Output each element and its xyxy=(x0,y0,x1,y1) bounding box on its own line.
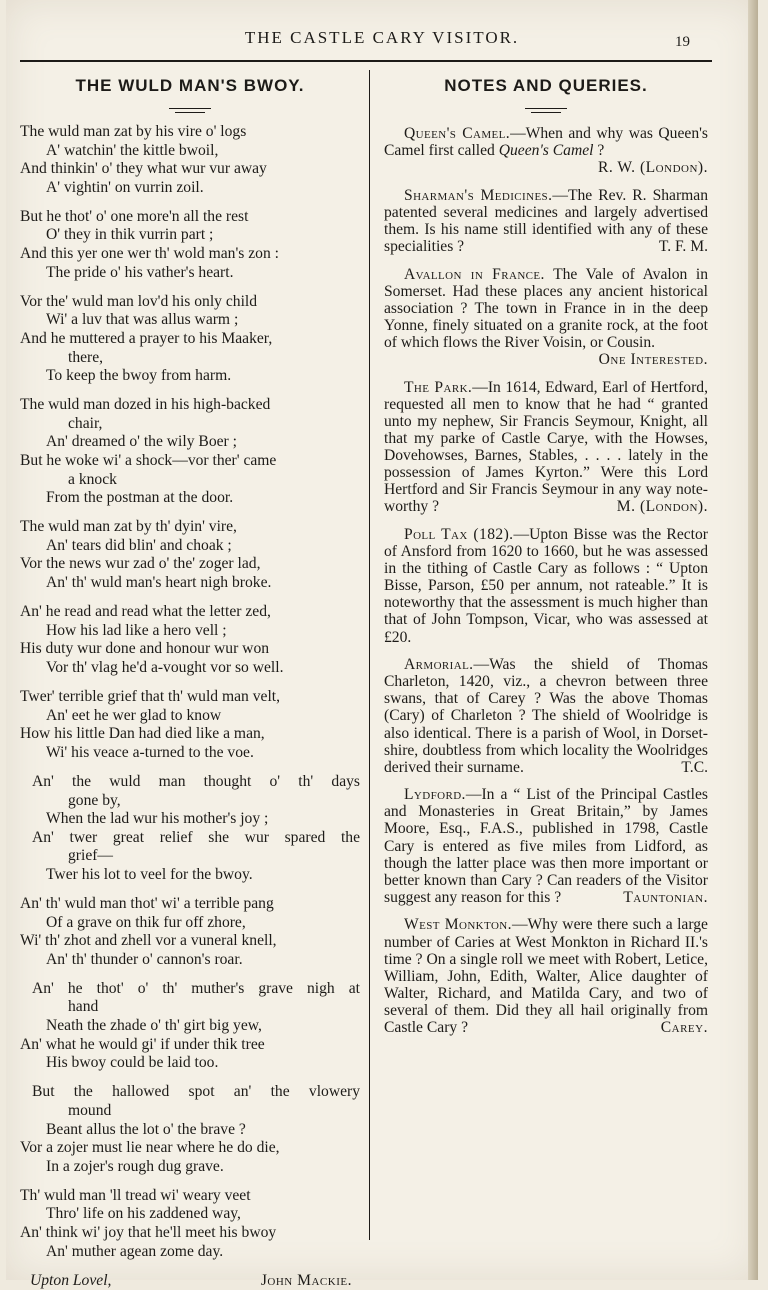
poem-line: A' watchin' the kittle bwoil, xyxy=(46,141,219,159)
poem-line: An' th' wuld man thot' wi' a terrible pang xyxy=(20,894,274,912)
note-signature: One Interested. xyxy=(598,351,708,369)
poem-stanza xyxy=(20,123,360,197)
poem-line: Vor the news wur zad o' the' zoger lad, xyxy=(20,555,261,573)
note-signature: Carey. xyxy=(660,1019,708,1036)
note-heading: Lydford. xyxy=(404,786,466,804)
poem-line: A' vightin' on vurrin zoil. xyxy=(46,178,204,196)
note-heading: Armorial. xyxy=(404,656,474,674)
note-text: —In a “ List of the Principal Castles and Monasteries in Great Britain,” by James Moore, Esq., F.A.S., published in 1798, Castle Cary is entered as five miles from Lidford, as though the latter place was then more important or better known than Cary ? Can readers of the Visitor suggest any reason for this ? xyxy=(384,786,708,906)
poem-line: An' he thot' o' th' muther's grave nigh at xyxy=(32,979,360,997)
poem-line: Th' wuld man 'll tread wi' weary veet xyxy=(20,1186,251,1204)
book-page xyxy=(6,0,758,1289)
poem-stanza xyxy=(20,1083,360,1176)
note-text: —When and why was Queen's Camel first called xyxy=(384,125,708,160)
note-signature: Tauntonian. xyxy=(623,888,708,906)
poem-column xyxy=(20,70,360,1290)
poem-line: there, xyxy=(68,348,104,366)
note-entry xyxy=(384,526,708,646)
note-text: —Was the shield of Thomas Charleton, 1420, viz., a chevron between three swans, that of Carey ? Was the above Thomas (Cary) of Charleton ? The shield of Woolridge is also identical. There is a parish of Wool, in Dorset-shire, doubtless from which locality the Woolridges derived their surname. xyxy=(384,656,708,776)
poem-line: An' what he would gi' if under thik tree xyxy=(20,1035,265,1053)
poem-line: The pride o' his vather's heart. xyxy=(46,263,234,281)
poem-stanza xyxy=(20,518,360,592)
notes-column xyxy=(384,70,708,1047)
poem-line: Vor the' wuld man lov'd his only child xyxy=(20,292,258,310)
poem-line: The wuld man dozed in his high-backed xyxy=(20,396,271,414)
note-emphasis: Queen's Camel xyxy=(498,142,594,160)
note-text: The Vale of Avalon in Somerset. Had these places any ancient historical association ? The town in France in in the deep Yonne, finely situated on a granite rock, at the foot of which flows the River Voisin, or Cousin. xyxy=(384,265,708,352)
poem-line: gone by, xyxy=(68,791,121,809)
poem-stanza xyxy=(20,688,360,762)
note-signature: T. F. M. xyxy=(658,238,708,256)
poem-line: Wi' th' zhot and zhell vor a vuneral knell, xyxy=(20,932,277,950)
note-signature: T.C. xyxy=(681,758,708,776)
poem-stanza xyxy=(20,895,360,969)
note-heading: Sharman's Medicines. xyxy=(404,186,553,204)
poem-line: grief— xyxy=(68,847,114,865)
poem-line: Wi' his veace a-turned to the voe. xyxy=(46,743,254,761)
poem-line: Thro' life on his zaddened way, xyxy=(46,1205,241,1223)
poem-line: An' eet he wer glad to know xyxy=(46,706,222,724)
title-ornament xyxy=(169,108,211,109)
poem-stanza xyxy=(20,603,360,677)
poem-stanza xyxy=(20,293,360,386)
poem-line: His duty wur done and honour wur won xyxy=(20,640,270,658)
poem-line: An' dreamed o' the wily Boer ; xyxy=(46,433,237,451)
poem-line: How his little Dan had died like a man, xyxy=(20,725,265,743)
poem-author: John Mackie. xyxy=(260,1271,352,1289)
poem-line: To keep the bwoy from harm. xyxy=(46,367,232,385)
poem-line: Neath the zhade o' th' girt big yew, xyxy=(46,1017,262,1035)
note-text: —In 1614, Edward, Earl of Hertford, requested all men to know that he had “ granted unto my nephew, Sir Francis Seymour, Knight, all that my parke of Castle Carye, with the Howses, Dovehowses, Barnes, Stables, . . . . lately in the possession of James Kyrton.” Were this Lord Hertford and Sir Francis Seymour in any way note-worthy ? xyxy=(384,378,708,516)
poem-line: An' th' wuld man's heart nigh broke. xyxy=(46,574,272,592)
poem-signature xyxy=(20,1272,360,1290)
poem-line: Beant allus the lot o' the brave ? xyxy=(46,1120,246,1138)
note-heading: Avallon in France. xyxy=(404,265,545,283)
notes-title: NOTES AND QUERIES. xyxy=(444,76,648,95)
title-ornament xyxy=(525,108,567,109)
poem-line: Twer' terrible grief that th' wuld man velt, xyxy=(20,688,281,706)
running-title: THE CASTLE CARY VISITOR. xyxy=(244,28,520,47)
note-text: ? xyxy=(593,142,605,160)
poem-line: And thinkin' o' they what wur vur away xyxy=(20,160,267,178)
poem-line: In a zojer's rough dug grave. xyxy=(46,1157,224,1175)
poem-line: O' they in thik vurrin part ; xyxy=(46,226,214,244)
note-text: —The Rev. R. Sharman patented several medicines and largely advertised them. Is his name still identified with any of these specialities ? xyxy=(384,186,708,256)
poem-line: mound xyxy=(68,1101,112,1119)
page-number: 19 xyxy=(675,34,690,50)
poem-line: a knock xyxy=(68,470,117,488)
poem-line: But he woke wi' a shock—vor ther' came xyxy=(20,452,277,469)
poem-line: How his lad like a hero vell ; xyxy=(46,621,227,639)
column-divider xyxy=(369,70,370,1240)
note-heading: West Monkton. xyxy=(404,916,512,934)
note-entry xyxy=(384,656,708,776)
poem-line: But the hallowed spot an' the vlowery xyxy=(32,1083,360,1101)
poem-title: THE WULD MAN'S BWOY. xyxy=(75,76,305,95)
poem-line: The wuld man zat by his vire o' logs xyxy=(20,123,247,140)
poem-stanza xyxy=(20,208,360,282)
note-heading: Poll Tax (182). xyxy=(404,525,514,543)
note-signature: M. (London). xyxy=(616,498,708,516)
poem-line: From the postman at the door. xyxy=(46,489,234,507)
poem-body xyxy=(20,123,360,1261)
notes-body xyxy=(384,125,708,1036)
note-text: —Why were there such a large number of Caries at West Monkton in Richard II.'s time ? On a single roll we meet with Robert, Letice, William, John, Edith, Walter, Alice daughter of Walter, Richard, and Matilda Cary, and two of several of them. Did they all hail originally from Castle Cary ? xyxy=(384,916,708,1036)
note-entry xyxy=(384,187,708,255)
note-heading: Queen's Camel. xyxy=(404,125,511,142)
note-text: —Upton Bisse was the Rector of Ansford from 1620 to 1660, but he was assessed in the tithing of Castle Cary as follows : “ Upton Bisse, Parson, £50 per annum, not rateable.” It is noteworthy that the assessment is much higher than that of John Tompson, Vicar, who was assessed at £20. xyxy=(384,525,708,646)
note-signature: R. W. (London). xyxy=(597,159,708,177)
note-heading: The Park. xyxy=(404,378,473,396)
poem-line: hand xyxy=(68,998,99,1016)
poem-line: An' the wuld man thought o' th' days xyxy=(32,772,360,790)
poem-line: And he muttered a prayer to his Maaker, xyxy=(20,329,273,347)
poem-line: An' muther agean zome day. xyxy=(46,1242,224,1260)
poem-line: Of a grave on thik fur off zhore, xyxy=(46,913,246,931)
poem-stanza xyxy=(20,773,360,885)
poem-line: And this yer one wer th' wold man's zon : xyxy=(20,245,279,263)
poem-line: Vor a zojer must lie near where he do die, xyxy=(20,1139,280,1157)
poem-place: Upton Lovel, xyxy=(30,1271,112,1289)
note-entry xyxy=(384,266,708,369)
top-rule xyxy=(20,60,712,62)
note-entry xyxy=(384,379,708,516)
poem-line: An' he read and read what the letter zed, xyxy=(20,603,271,621)
poem-line: An' th' thunder o' cannon's roar. xyxy=(46,950,243,968)
note-entry xyxy=(384,786,708,906)
poem-line: But he thot' o' one more'n all the rest xyxy=(20,207,249,225)
binding-edge xyxy=(748,0,758,1280)
poem-line: Wi' a luv that was allus warm ; xyxy=(46,311,239,329)
poem-line: chair, xyxy=(68,414,103,432)
note-entry xyxy=(384,125,708,176)
note-entry xyxy=(384,916,708,1036)
poem-line: Vor th' vlag he'd a-vought vor so well. xyxy=(46,658,284,676)
poem-stanza xyxy=(20,1187,360,1261)
poem-line: When the lad wur his mother's joy ; xyxy=(46,810,269,828)
poem-line: His bwoy could be laid too. xyxy=(46,1054,219,1072)
poem-line: An' tears did blin' and choak ; xyxy=(46,536,232,554)
poem-line: An' think wi' joy that he'll meet his bwoy xyxy=(20,1223,277,1241)
poem-line: Twer his lot to veel for the bwoy. xyxy=(46,865,253,883)
poem-stanza xyxy=(20,396,360,508)
poem-line: The wuld man zat by th' dyin' vire, xyxy=(20,518,237,536)
poem-stanza xyxy=(20,980,360,1073)
poem-line: An' twer great relief she wur spared the xyxy=(32,828,360,846)
